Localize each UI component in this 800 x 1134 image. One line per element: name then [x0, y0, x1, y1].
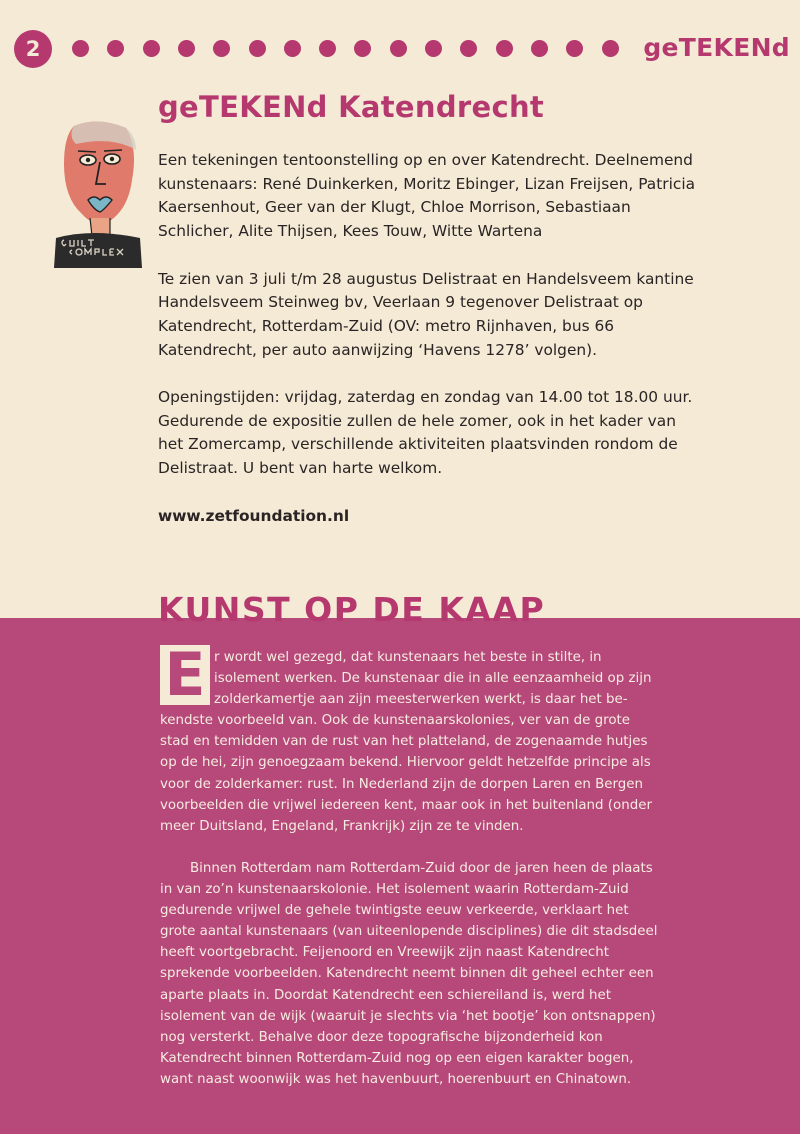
dot-ornament [354, 40, 371, 57]
dot-ornament [460, 40, 477, 57]
article-title: geTEKENd Katendrecht [158, 90, 545, 124]
dot-ornament [107, 40, 124, 57]
dot-ornament [178, 40, 195, 57]
dot-rule [72, 40, 632, 58]
section-title: KUNST OP DE KAAP [158, 590, 546, 629]
paragraph-opening-hours: Openingstijden: vrijdag, zaterdag en zondag van 14.00 tot 18.00 uur. Gedurende de expositie zullen de hele zomer, ook in het kader van het Zomercamp, verschillende aktiviteiten plaatsvinden rondom de Delistraat. U bent van harte welkom. [158, 388, 693, 478]
dot-ornament [319, 40, 336, 57]
dot-ornament [531, 40, 548, 57]
article-body [158, 149, 698, 552]
page-number: 2 [14, 30, 52, 68]
section-body [160, 647, 660, 1090]
dot-ornament [213, 40, 230, 57]
paragraph-rotterdam-zuid: Binnen Rotterdam nam Rotterdam-Zuid door de jaren heen de plaats in van zo’n kunstenaarskolonie. Het isolement waarin Rotterdam-Zuid gedurende vrijwel de gehele twintigste eeuw verkeerde, verklaart het grote aantal kunstenaars (van uiteenlopende disciplines) die dit stadsdeel heeft voortgebracht. Feijenoord en Vreewijk zijn naast Katendrecht sprekende voorbeelden. Katendrecht neemt binnen dit geheel echter een aparte plaats in. Doordat Katendrecht een schiereiland is, werd het isolement van de wijk (waaruit je slechts via ‘het bootje’ kon ontsnappen) nog versterkt. Behalve door deze topografische bijzonderheid kon Katendrecht binnen Rotterdam-Zuid nog op een eigen karakter bogen, want naast woonwijk was het havenbuurt, hoerenbuurt en Chinatown. [160, 860, 658, 1087]
dot-ornament [566, 40, 583, 57]
drop-cap: E [160, 645, 210, 705]
website-link[interactable]: www.zetfoundation.nl [158, 506, 350, 525]
dot-ornament [496, 40, 513, 57]
dot-ornament [425, 40, 442, 57]
face-drawing-icon [52, 118, 144, 270]
dot-ornament [249, 40, 266, 57]
dot-ornament [602, 40, 619, 57]
page-header [14, 30, 790, 68]
paragraph-intro-lead: r wordt wel gezegd, dat kunstenaars het beste in stilte, in isolement werken. De kunstenaar die in alle eenzaamheid op zijn zolderkamertje aan zijn meesterwerken werkt, is daar het be- [214, 650, 652, 708]
paragraph-participants: Een tekeningen tentoonstelling op en over Katendrecht. Deelnemend kunstenaars: René Duinkerken, Moritz Ebinger, Lizan Freijsen, Patricia Kaersenhout, Geer van der Klugt, Chloe Morrison, Sebastiaan Schlicher, Alite Thijsen, Kees Touw, Witte Wartena [158, 151, 696, 241]
paragraph-intro-rest: kendste voorbeeld van. Ook de kunstenaarskolonies, ver van de grote stad en temidden van de rust van het platteland, de zogenaamde hutjes op de hei, zijn genoegzaam bekend. Hiervoor geldt hetzelfde principe als voor de zolderkamer: rust. In Nederland zijn de dorpen Laren en Bergen voorbeelden die vrijwel iedereen kent, maar ook in het buitenland (onder meer Duitsland, Engeland, Frankrijk) zijn ze te vinden. [160, 713, 652, 834]
section-brand: geTEKENd [643, 33, 790, 62]
dot-ornament [143, 40, 160, 57]
dot-ornament [390, 40, 407, 57]
dot-ornament [284, 40, 301, 57]
paragraph-location: Te zien van 3 juli t/m 28 augustus Delistraat en Handelsveem kantine Handelsveem Steinweg bv, Veerlaan 9 tegenover Delistraat op Katendrecht, Rotterdam-Zuid (OV: metro Rijnhaven, bus 66 Katendrecht, per auto aanwijzing ‘Havens 1278’ volgen). [158, 269, 694, 359]
dot-ornament [72, 40, 89, 57]
